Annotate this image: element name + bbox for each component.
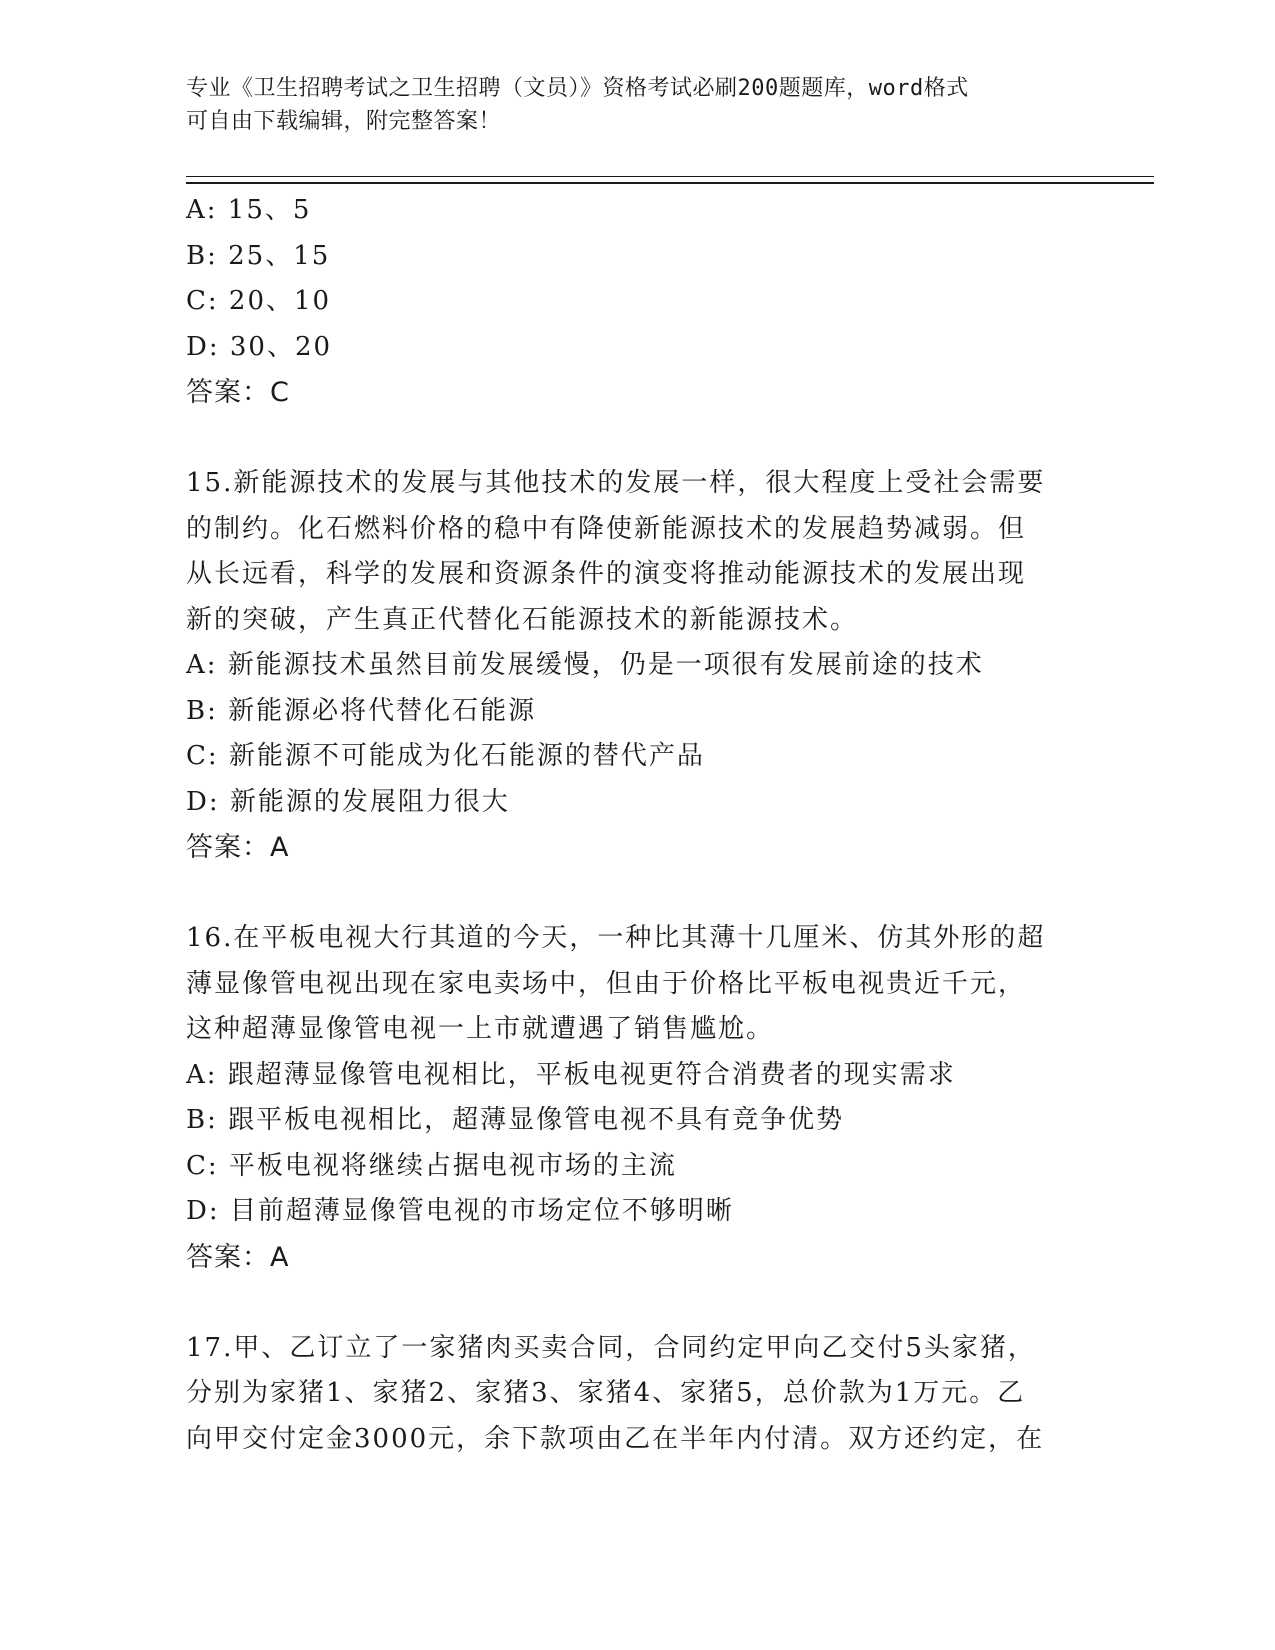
option-d: D: 30、20 [186,331,333,362]
question-stem-line: 这种超薄显像管电视一上市就遭遇了销售尴尬。 [186,1014,775,1044]
option-b: B: 跟平板电视相比，超薄显像管电视不具有竞争优势 [186,1105,845,1135]
option-c: C: 平板电视将继续占据电视市场的主流 [186,1150,677,1181]
header-divider-thick [186,182,1154,184]
option-a: A: 15、5 [186,195,312,225]
question-stem-line: 15.新能源技术的发展与其他技术的发展一样，很大程度上受社会需要 [186,468,1046,498]
option-d: D: 新能源的发展阻力很大 [186,786,510,817]
question-stem-line: 16.在平板电视大行其道的今天，一种比其薄十几厘米、仿其外形的超 [186,923,1046,953]
answer: 答案：A [186,832,290,863]
document-header [186,72,1066,138]
spacer [186,1280,1086,1326]
option-c: C: 新能源不可能成为化石能源的替代产品 [186,741,705,771]
answer: 答案：C [186,377,290,408]
header-line-1: 专业《卫生招聘考试之卫生招聘（文员）》资格考试必刷200题题库，word格式 [186,76,969,101]
option-b: B: 25、15 [186,240,331,271]
header-line-2: 可自由下载编辑，附完整答案！ [186,109,502,134]
question-17 [186,1326,1086,1463]
option-c: C: 20、10 [186,286,332,316]
question-14 [186,188,1086,416]
question-15 [186,461,1086,871]
option-a: A: 新能源技术虽然目前发展缓慢，仍是一项很有发展前途的技术 [186,650,984,680]
option-b: B: 新能源必将代替化石能源 [186,695,537,726]
header-divider-thin [186,176,1154,177]
question-stem-line: 从长远看，科学的发展和资源条件的演变将推动能源技术的发展出现 [186,559,1027,589]
question-stem-line: 17.甲、乙订立了一家猪肉买卖合同，合同约定甲向乙交付5头家猪， [186,1332,1036,1363]
option-d: D: 目前超薄显像管电视的市场定位不够明晰 [186,1196,734,1226]
document-body [186,188,1086,1462]
question-stem-line: 分别为家猪1、家猪2、家猪3、家猪4、家猪5，总价款为1万元。乙 [186,1378,1026,1408]
question-stem-line: 新的突破，产生真正代替化石能源技术的新能源技术。 [186,604,859,635]
spacer [186,416,1086,462]
question-16 [186,916,1086,1280]
answer: 答案：A [186,1241,290,1273]
question-stem-line: 的制约。化石燃料价格的稳中有降使新能源技术的发展趋势减弱。但 [186,513,1027,544]
question-stem-line: 薄显像管电视出现在家电卖场中，但由于价格比平板电视贵近千元， [186,968,1027,999]
option-a: A: 跟超薄显像管电视相比，平板电视更符合消费者的现实需求 [186,1059,956,1090]
question-stem-line: 向甲交付定金3000元，余下款项由乙在半年内付清。双方还约定，在 [186,1423,1045,1454]
spacer [186,871,1086,917]
